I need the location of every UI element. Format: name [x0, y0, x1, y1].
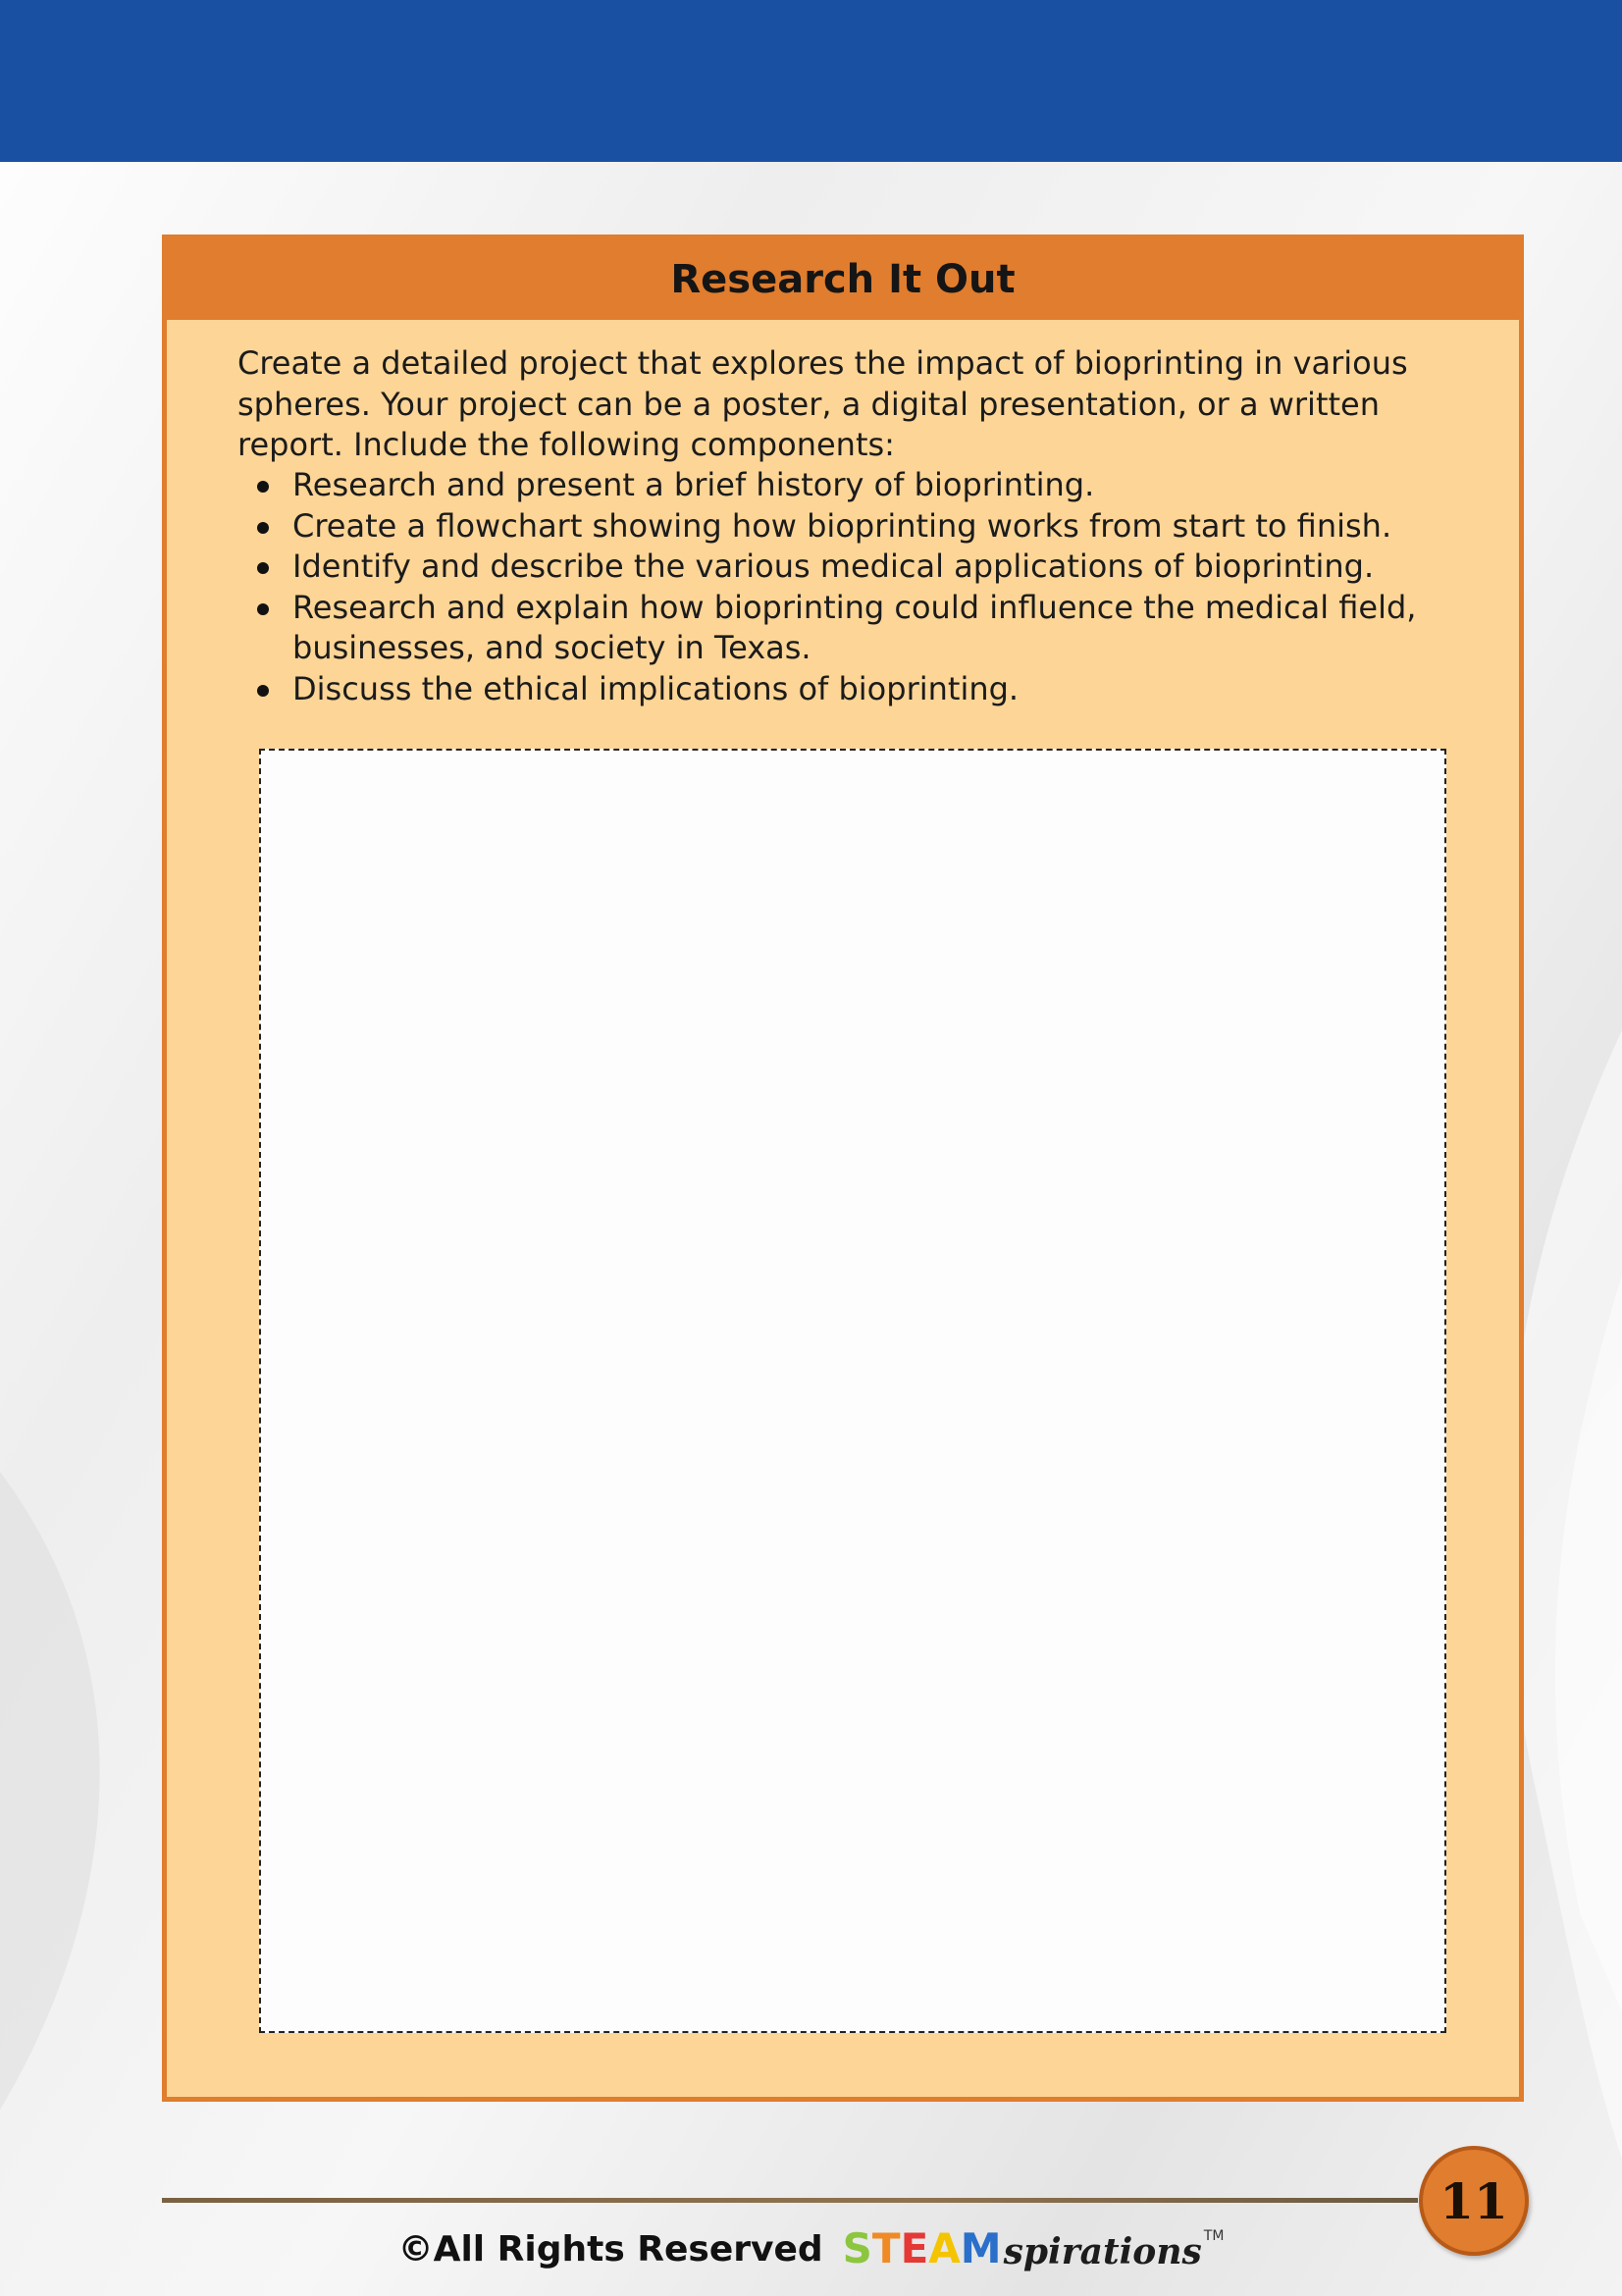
footer: [0, 2219, 1622, 2278]
trademark-symbol: TM: [1203, 2228, 1225, 2244]
footer-divider: [162, 2198, 1418, 2203]
card-title: Research It Out: [670, 257, 1016, 302]
list-item-text: Create a flowchart showing how bioprinting works from start to finish.: [292, 506, 1392, 545]
bullet-icon: [257, 481, 269, 493]
top-banner: [0, 0, 1622, 162]
research-card: [162, 235, 1524, 2102]
list-item: [237, 506, 1484, 548]
steamspirations-logo: [842, 2224, 1225, 2272]
bullet-icon: [257, 685, 269, 697]
list-item-text: Discuss the ethical implications of bioprinting.: [292, 669, 1020, 707]
bullet-icon: [257, 562, 269, 574]
logo-tail: spirations: [1003, 2231, 1202, 2272]
components-list: [237, 465, 1484, 709]
list-item-text: Identify and describe the various medical applications of bioprinting.: [292, 548, 1375, 585]
logo-letter-t: T: [871, 2224, 901, 2272]
intro-text: Create a detailed project that explores the impact of bioprinting in various spheres. Your project can be a poster, a digital presentation, or a written report. Include the following components:: [237, 344, 1408, 463]
list-item-text: Research and present a brief history of bioprinting.: [292, 466, 1095, 503]
bullet-icon: [257, 522, 269, 534]
page-number: 11: [1439, 2171, 1508, 2230]
logo-letter-m: M: [960, 2224, 1002, 2272]
card-header: [167, 239, 1519, 320]
list-item-text: Research and explain how bioprinting could influence the medical field, businesses, and society in Texas.: [292, 588, 1417, 666]
bullet-icon: [257, 603, 269, 615]
answer-area[interactable]: [259, 749, 1446, 2033]
list-item: [237, 669, 1484, 710]
list-item: [237, 588, 1484, 669]
list-item: [237, 547, 1484, 588]
logo-letter-s: S: [842, 2224, 872, 2272]
list-item: [237, 465, 1484, 506]
logo-letter-e: E: [900, 2224, 929, 2272]
copyright-text: ©All Rights Reserved: [397, 2228, 823, 2270]
logo-letter-a: A: [928, 2224, 961, 2272]
